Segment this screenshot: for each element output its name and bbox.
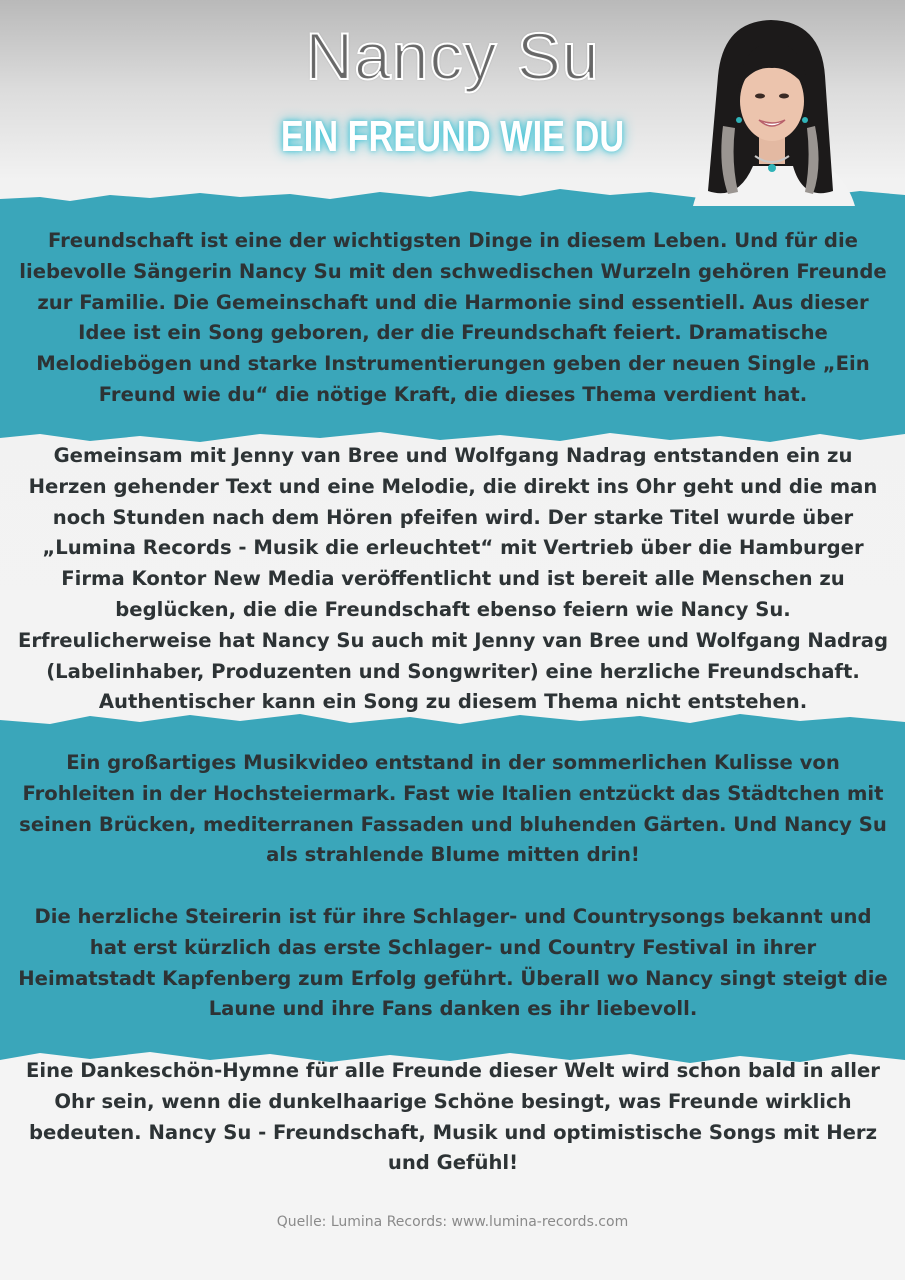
source-credit: Quelle: Lumina Records: www.lumina-records.com: [276, 1214, 629, 1230]
paragraph-1: Freundschaft ist eine der wichtigsten Dinge in diesem Leben. Und für die liebevolle Sängerin Nancy Su mit den schwedischen Wurzeln gehören Freunde zur Familie. Die Gemeinschaft und die Harmonie sind essentiell. Aus dieser Idee ist ein Song geboren, der die Freundschaft feiert. Dramatische Melodiebögen und starke Instrumentierungen geben der neuen Single „Ein Freund wie du“ die nötige Kraft, die dieses Thema verdient hat.: [19, 229, 887, 406]
song-title: EIN FREUND WIE DU: [280, 112, 625, 161]
paragraph-2: Gemeinsam mit Jenny van Bree und Wolfgang Nadrag entstanden ein zu Herzen gehender Text und eine Melodie, die direkt ins Ohr geht und die man noch Stunden nach dem Hören pfeifen wird. Der starke Titel wurde über „Lumina Records - Musik die erleuchtet“ mit Vertrieb über die Hamburger Firma Kontor New Media veröffentlicht und ist bereit alle Menschen zu beglücken, die die Freundschaft ebenso feiern wie Nancy Su. Erfreulicherweise hat Nancy Su auch mit Jenny van Bree und Wolfgang Nadrag (Labelinhaber, Produzenten und Songwriter) eine herzliche Freundschaft. Authentischer kann ein Song zu diesem Thema nicht entstehen.: [18, 444, 888, 714]
paragraph-5: Eine Dankeschön-Hymne für alle Freunde dieser Welt wird schon bald in aller Ohr sein, wenn die dunkelhaarige Schöne besingt, was Freunde wirklich bedeuten. Nancy Su - Freundschaft, Musik und optimistische Songs mit Herz und Gefühl!: [26, 1059, 880, 1175]
artist-portrait-photo: [683, 16, 858, 206]
artist-logo-text: Nancy Su: [305, 19, 600, 93]
paragraph-3: Ein großartiges Musikvideo entstand in der sommerlichen Kulisse von Frohleiten in der Hochsteiermark. Fast wie Italien entzückt das Städtchen mit seinen Brücken, mediterranen Fassaden und bluhenden Gärten. Und Nancy Su als strahlende Blume mitten drin!: [19, 751, 887, 867]
paragraph-4: Die herzliche Steirerin ist für ihre Schlager- und Countrysongs bekannt und hat erst kürzlich das erste Schlager- und Country Festival in ihrer Heimatstadt Kapfenberg zum Erfolg geführt. Überall wo Nancy singt steigt die Laune und ihre Fans danken es ihr liebevoll.: [18, 905, 888, 1021]
